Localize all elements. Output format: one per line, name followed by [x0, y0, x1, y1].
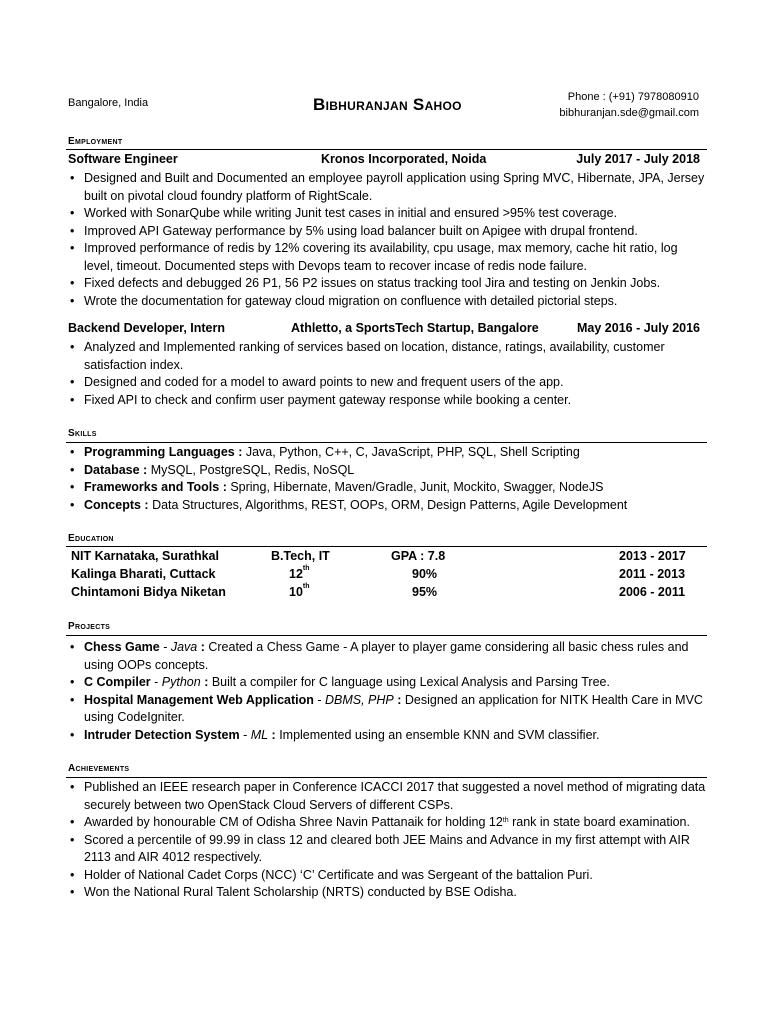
job-role: Software Engineer	[68, 152, 178, 166]
edu-school: Chintamoni Bidya Niketan	[71, 585, 226, 599]
job-bullets	[68, 170, 708, 310]
divider	[66, 777, 707, 778]
edu-degree: B.Tech, IT	[271, 549, 330, 563]
skills-list	[68, 444, 708, 514]
list-item: • Wrote the documentation for gateway cloud migration on confluence with detailed pictorial steps.	[70, 293, 618, 308]
list-item: • Improved API Gateway performance by 5% using load balancer built on Apigee with drupal frontend.	[70, 223, 638, 238]
list-item: • Programming Languages : Java, Python, C++, C, JavaScript, PHP, SQL, Shell Scripting	[70, 445, 580, 459]
edu-degree: 12th	[289, 565, 310, 581]
job-bullets	[68, 339, 708, 409]
projects-list	[68, 639, 708, 744]
edu-school: NIT Karnataka, Surathkal	[71, 549, 219, 563]
edu-school: Kalinga Bharati, Cuttack	[71, 567, 216, 581]
section-title-projects: Projects	[68, 621, 111, 632]
job-dates: May 2016 - July 2016	[577, 321, 700, 335]
phone: Phone : (+91) 7978080910	[567, 91, 699, 103]
list-item: • Holder of National Cadet Corps (NCC) ‘C’ Certificate and was Sergeant of the battalion Puri.	[70, 867, 593, 882]
edu-years: 2006 - 2011	[619, 585, 686, 599]
section-title-achievements: Achievements	[68, 763, 130, 774]
list-item: • C Compiler - Python : Built a compiler for C language using Lexical Analysis and Parsing Tree.	[70, 675, 610, 689]
list-item: • Worked with SonarQube while writing Junit test cases in initial and ensured >95% test coverage.	[70, 206, 618, 220]
divider	[66, 546, 707, 547]
edu-score: 90%	[412, 567, 438, 581]
edu-years: 2013 - 2017	[619, 549, 686, 563]
list-item: • Won the National Rural Talent Scholarship (NRTS) conducted by BSE Odisha.	[70, 885, 517, 899]
list-item: • Hospital Management Web Application - DBMS, PHP : Designed an application for NITK Health Care in MVC using CodeIgniter.	[70, 692, 703, 724]
job-role: Backend Developer, Intern	[68, 321, 226, 335]
edu-score: 95%	[412, 585, 438, 599]
list-item: • Scored a percentile of 99.99 in class 12 and cleared both JEE Mains and Advance in my first attempt with AIR 2113 and AIR 4012 respectively.	[70, 832, 690, 864]
achievements-list	[68, 779, 708, 902]
list-item: • Intruder Detection System - ML : Implemented using an ensemble KNN and SVM classifier.	[70, 727, 600, 742]
edu-score: GPA : 7.8	[391, 549, 446, 563]
list-item: • Concepts : Data Structures, Algorithms, REST, OOPs, ORM, Design Patterns, Agile Development	[70, 497, 628, 512]
list-item: • Fixed API to check and confirm user payment gateway response while booking a center.	[70, 392, 572, 407]
list-item: • Frameworks and Tools : Spring, Hibernate, Maven/Gradle, Junit, Mockito, Swagger, NodeJS	[70, 480, 604, 494]
divider	[66, 442, 707, 443]
edu-degree: 10th	[289, 583, 310, 599]
email[interactable]: bibhuranjan.sde@gmail.com	[559, 107, 699, 119]
job-dates: July 2017 - July 2018	[576, 152, 700, 166]
candidate-name: Bibhuranjan Sahoo	[313, 95, 462, 114]
section-title-education: Education	[68, 533, 114, 544]
list-item: • Awarded by honourable CM of Odisha Shree Navin Pattanaik for holding 12th rank in state board examination.	[70, 815, 690, 829]
list-item: • Designed and Built and Documented an employee payroll application using Spring MVC, Hibernate, JPA, Jersey built on pivotal cloud foundry platform of RightScale.	[70, 171, 705, 203]
edu-years: 2011 - 2013	[619, 567, 686, 581]
list-item: • Improved performance of redis by 12% covering its availability, cpu usage, max memory, cache hit ratio, log level, timeout. Documented steps with Devops team to recover incase of redis node failure.	[70, 241, 678, 273]
list-item: • Database : MySQL, PostgreSQL, Redis, NoSQL	[70, 462, 355, 477]
list-item: • Published an IEEE research paper in Conference ICACCI 2017 that suggested a novel method of migrating data securely between two OpenStack Cloud Servers of different CSPs.	[70, 780, 706, 812]
list-item: • Fixed defects and debugged 26 P1, 56 P2 issues on status tracking tool Jira and testing on Jenkin Jobs.	[70, 276, 661, 290]
divider	[66, 149, 707, 150]
section-title-employment: Employment	[68, 136, 123, 147]
list-item: • Designed and coded for a model to award points to new and frequent users of the app.	[70, 375, 564, 389]
list-item: • Chess Game - Java : Created a Chess Game - A player to player game considering all basic chess rules and using OOPs concepts.	[70, 640, 689, 672]
job-company: Kronos Incorporated, Noida	[321, 152, 487, 166]
job-company: Athletto, a SportsTech Startup, Bangalore	[291, 321, 539, 335]
divider	[66, 635, 707, 636]
location: Bangalore, India	[68, 97, 149, 109]
list-item: • Analyzed and Implemented ranking of services based on location, distance, ratings, availability, customer satisfaction index.	[70, 340, 665, 372]
section-title-skills: Skills	[68, 428, 97, 439]
